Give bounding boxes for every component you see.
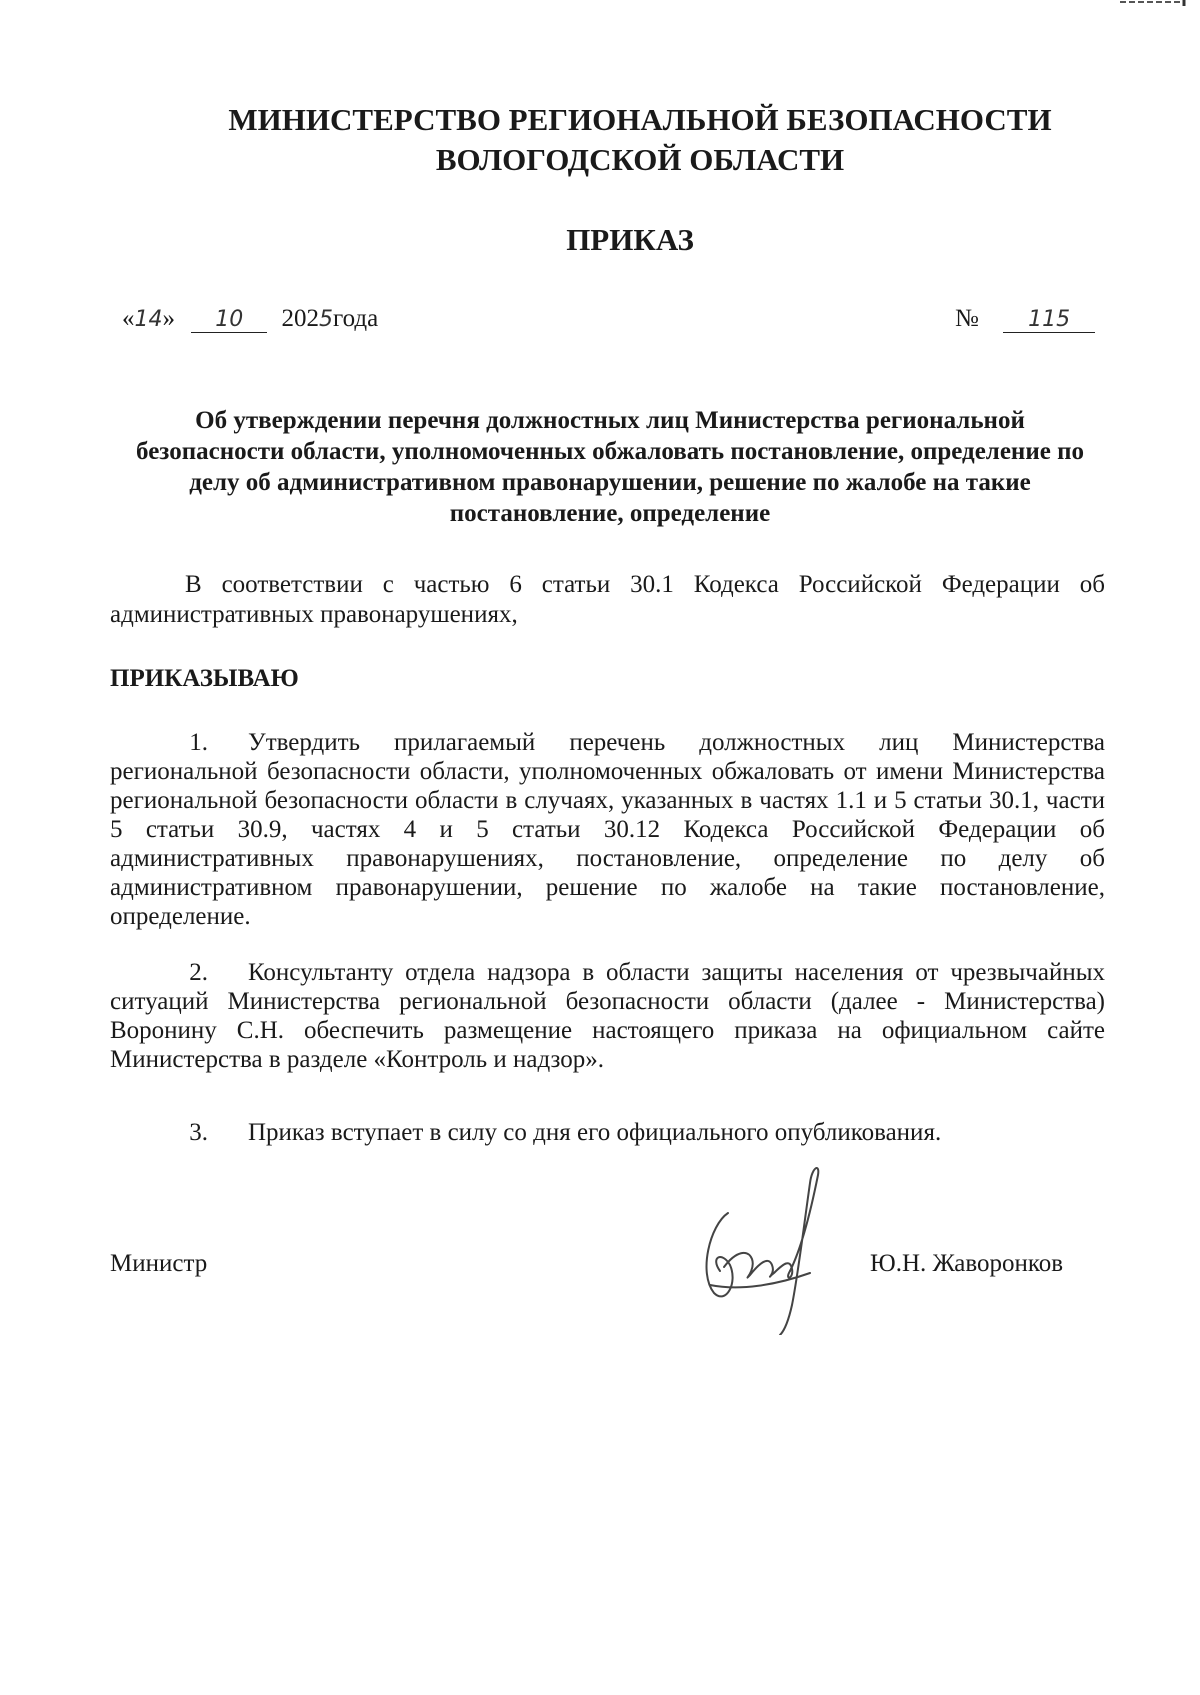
ministry-header-line2: ВОЛОГОДСКОЙ ОБЛАСТИ xyxy=(435,142,845,177)
order-item xyxy=(110,958,1105,1074)
date-year-suffix: года xyxy=(333,305,379,332)
order-item xyxy=(110,728,1105,931)
order-number-label: № xyxy=(955,305,979,332)
date-year-prefix: 202 xyxy=(281,305,319,332)
order-item xyxy=(110,1118,1105,1147)
date-year-handwritten: 5 xyxy=(319,307,333,332)
order-item-number: 1. xyxy=(189,729,208,756)
date-line xyxy=(122,305,378,333)
order-item-number: 2. xyxy=(189,959,208,986)
ministry-header xyxy=(0,100,1200,180)
order-subject: Об утверждении перечня должностных лиц Министерства региональной безопасности области, уполномоченных обжаловать постановление, определение по делу об административном правонарушении, решение по жалобе на такие постановление, определение xyxy=(136,407,1084,527)
order-item-text: Утвердить прилагаемый перечень должностных лиц Министерства региональной безопасности области, уполномоченных обжаловать от имени Министерства региональной безопасности области в случаях, указанных в частях 1.1 и 5 статьи 30.1, части 5 статьи 30.9, частях 4 и 5 статьи 30.12 Кодекса Российской Федерации об административных правонарушениях, постановление, определение по делу об административном правонарушении, решение по жалобе на такие постановление, определение. xyxy=(110,729,1105,930)
scan-corner-mark xyxy=(1120,0,1190,6)
order-item-text: Приказ вступает в силу со дня его официального опубликования. xyxy=(248,1119,942,1146)
ministry-header-line1: МИНИСТЕРСТВО РЕГИОНАЛЬНОЙ БЕЗОПАСНОСТИ xyxy=(228,102,1052,137)
date-day-handwritten: 14 xyxy=(134,307,163,332)
signatory-name: Ю.Н. Жаворонков xyxy=(870,1250,1064,1277)
order-number-handwritten: 115 xyxy=(1028,307,1071,332)
order-item-number: 3. xyxy=(189,1119,208,1146)
date-open-quote: « xyxy=(122,305,135,332)
preamble: В соответствии с частью 6 статьи 30.1 Кодекса Российской Федерации об административных правонарушениях, xyxy=(110,571,1105,628)
order-item-text: Консультанту отдела надзора в области защиты населения от чрезвычайных ситуаций Министерства региональной безопасности области (далее - Министерства) Воронину С.Н. обеспечить размещение настоящего приказа на официальном сайте Министерства в разделе «Контроль и надзор». xyxy=(110,959,1105,1073)
date-month-underline xyxy=(191,307,267,333)
date-close-quote: » xyxy=(162,305,175,332)
handwritten-signature xyxy=(680,1155,840,1335)
date-month-handwritten: 10 xyxy=(215,307,244,332)
order-number-underline xyxy=(1003,307,1095,333)
document-type-title: ПРИКАЗ xyxy=(566,222,694,257)
signatory-role: Министр xyxy=(110,1250,208,1277)
order-number-line xyxy=(955,305,1095,333)
order-word: ПРИКАЗЫВАЮ xyxy=(110,665,299,692)
